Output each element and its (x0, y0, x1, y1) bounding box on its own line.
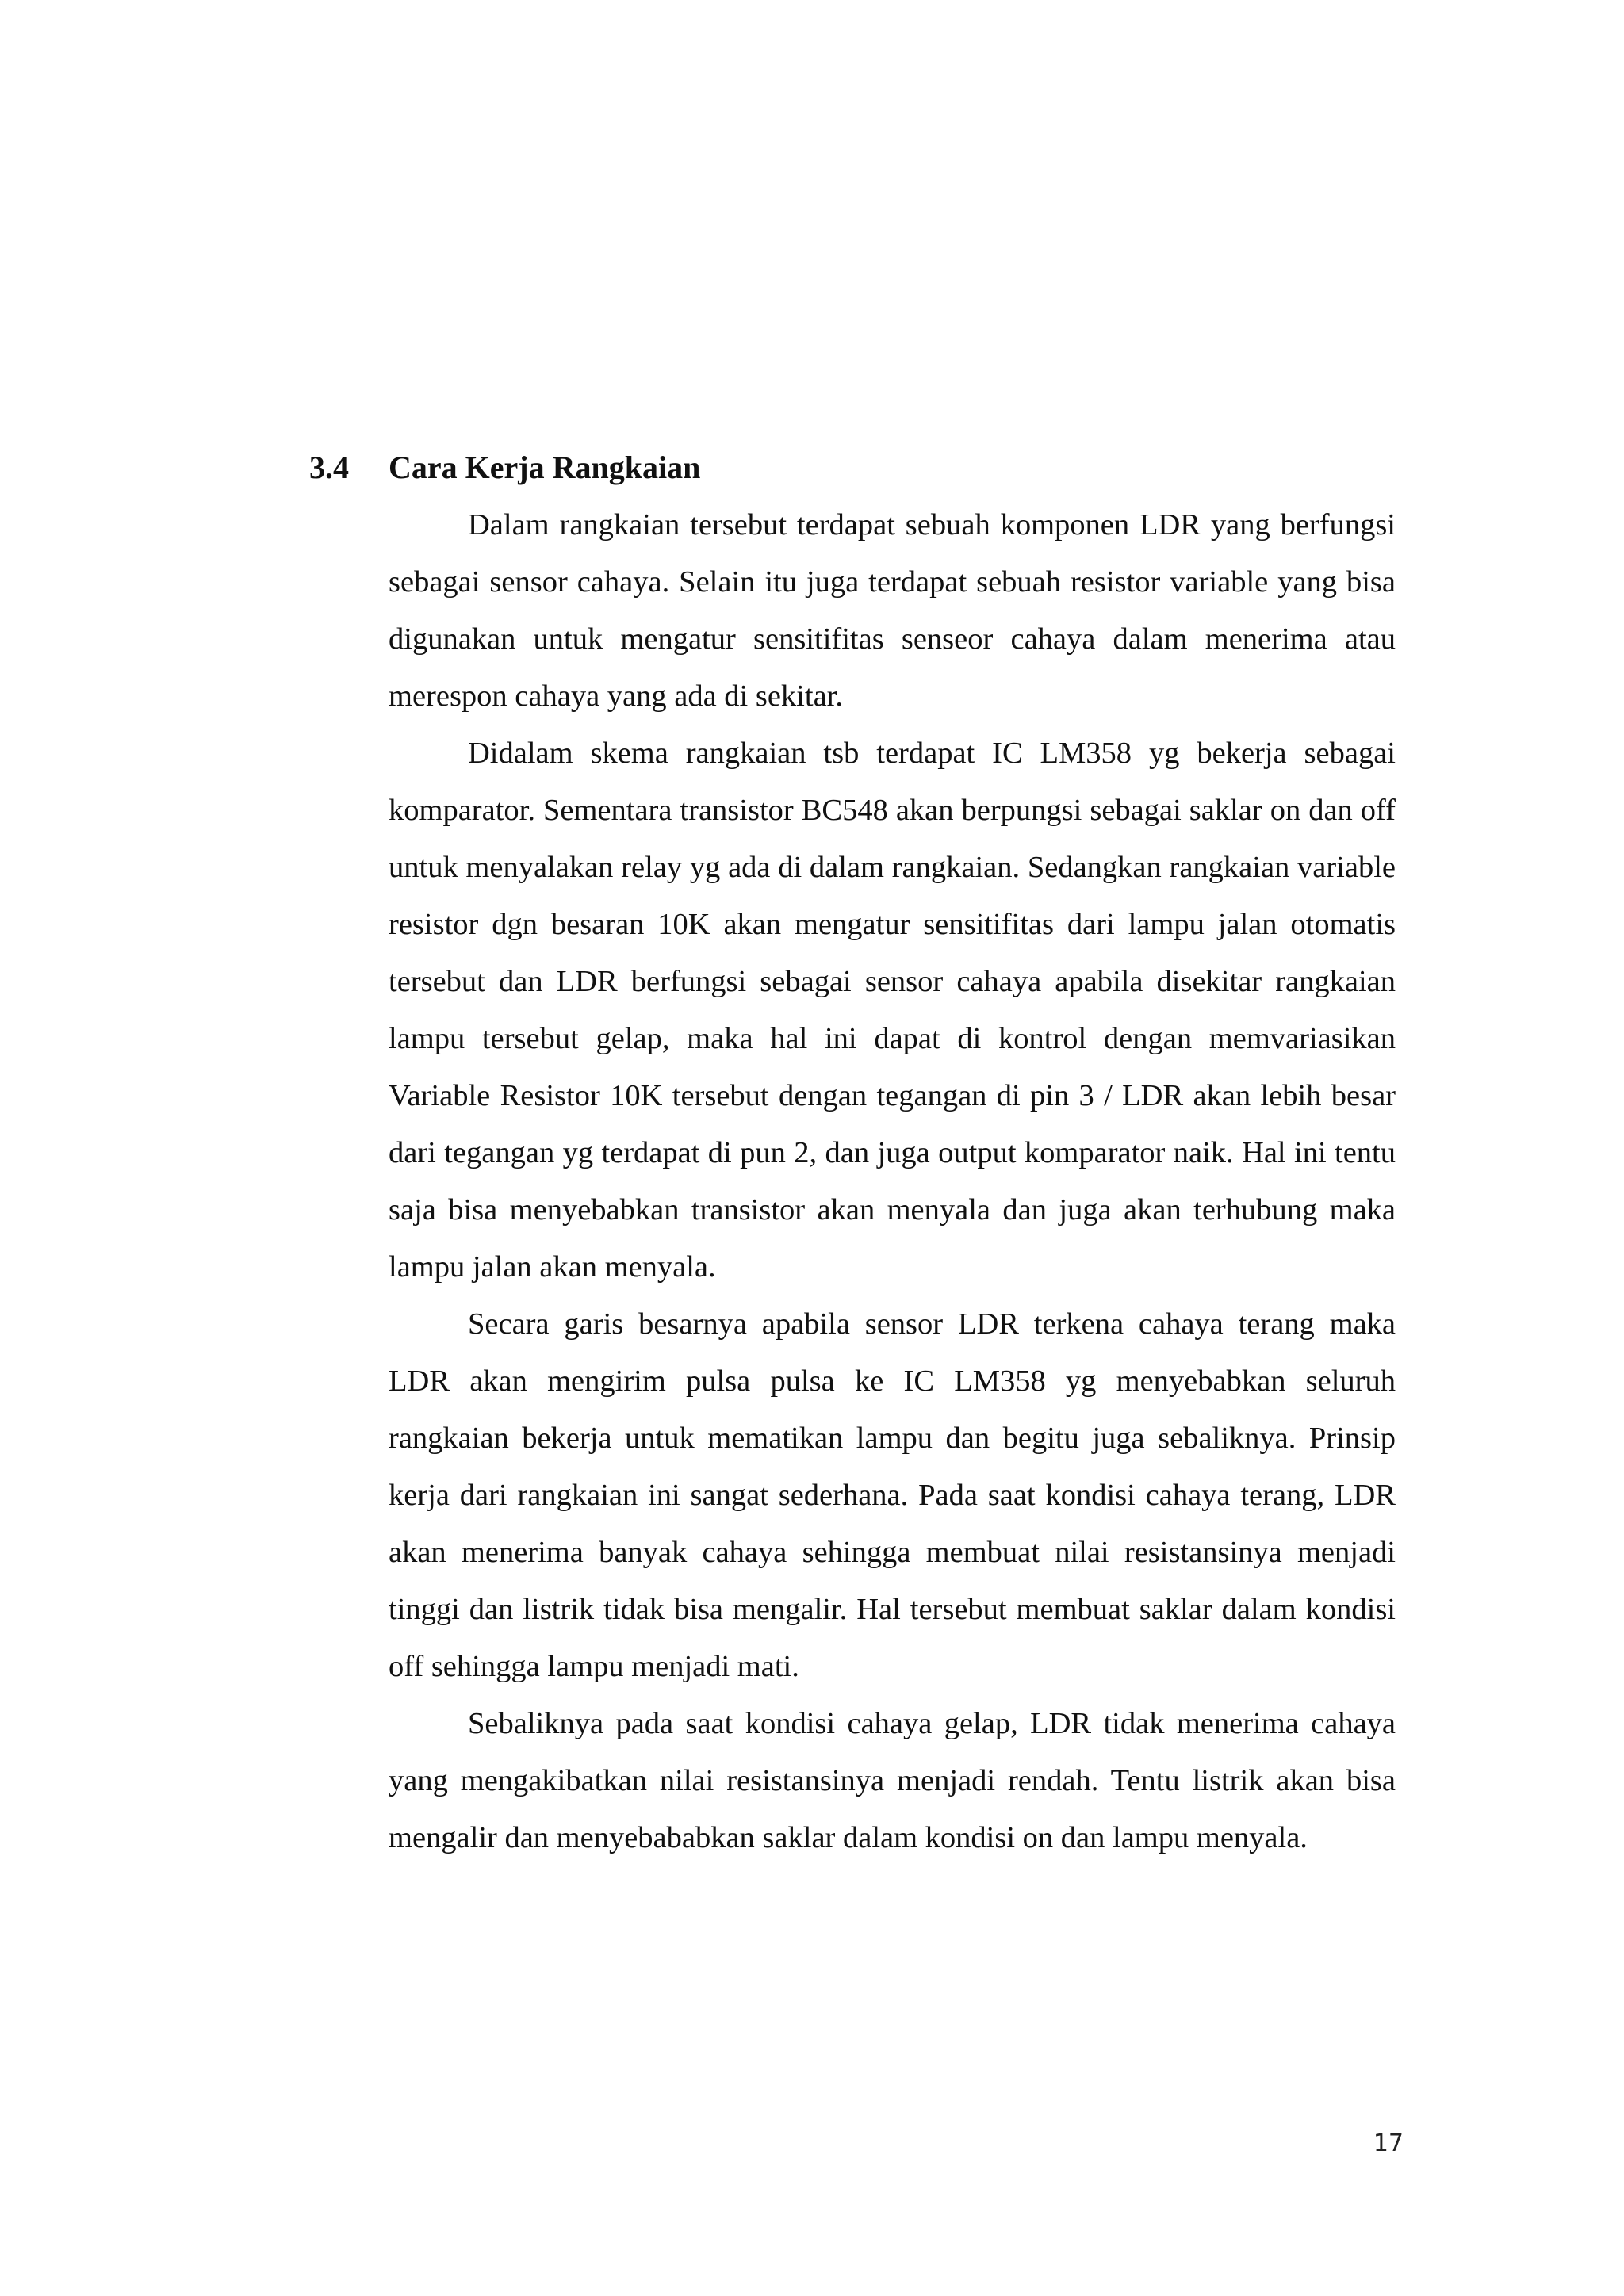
paragraph-2: Didalam skema rangkaian tsb terdapat IC LM358 yg bekerja sebagai komparator. Sementara transistor BC548 akan berpungsi sebagai saklar on dan off untuk menyalakan relay yg ada di dalam rangkaian. Sedangkan rangkaian variable resistor dgn besaran 10K akan mengatur sensitifitas dari lampu jalan otomatis tersebut dan LDR berfungsi sebagai sensor cahaya apabila disekitar rangkaian lampu tersebut gelap, maka hal ini dapat di kontrol dengan memvariasikan Variable Resistor 10K tersebut dengan tegangan di pin 3 / LDR akan lebih besar dari tegangan yg terdapat di pun 2, dan juga output komparator naik. Hal ini tentu saja bisa menyebabkan transistor akan menyala dan juga akan terhubung maka lampu jalan akan menyala. (389, 737, 1396, 1284)
paragraph-3: Secara garis besarnya apabila sensor LDR terkena cahaya terang maka LDR akan mengirim pulsa pulsa ke IC LM358 yg menyebabkan seluruh rangkaian bekerja untuk mematikan lampu dan begitu juga sebaliknya. Prinsip kerja dari rangkaian ini sangat sederhana. Pada saat kondisi cahaya terang, LDR akan menerima banyak cahaya sehingga membuat nilai resistansinya menjadi tinggi dan listrik tidak bisa mengalir. Hal tersebut membuat saklar dalam kondisi off sehingga lampu menjadi mati. (389, 1307, 1396, 1683)
section-number: 3.4 (309, 450, 349, 485)
paragraph-4: Sebaliknya pada saat kondisi cahaya gelap, LDR tidak menerima cahaya yang mengakibatkan nilai resistansinya menjadi rendah. Tentu listrik akan bisa mengalir dan menyebababkan saklar dalam kondisi on dan lampu menyala. (389, 1707, 1396, 1854)
section-heading (309, 444, 1419, 492)
section-body (389, 496, 1396, 1866)
paragraph-1: Dalam rangkaian tersebut terdapat sebuah komponen LDR yang berfungsi sebagai sensor cahaya. Selain itu juga terdapat sebuah resistor variable yang bisa digunakan untuk mengatur sensitifitas senseor cahaya dalam menerima atau merespon cahaya yang ada di sekitar. (389, 508, 1396, 713)
section-title: Cara Kerja Rangkaian (389, 450, 701, 485)
page-number: 17 (1373, 2130, 1404, 2157)
